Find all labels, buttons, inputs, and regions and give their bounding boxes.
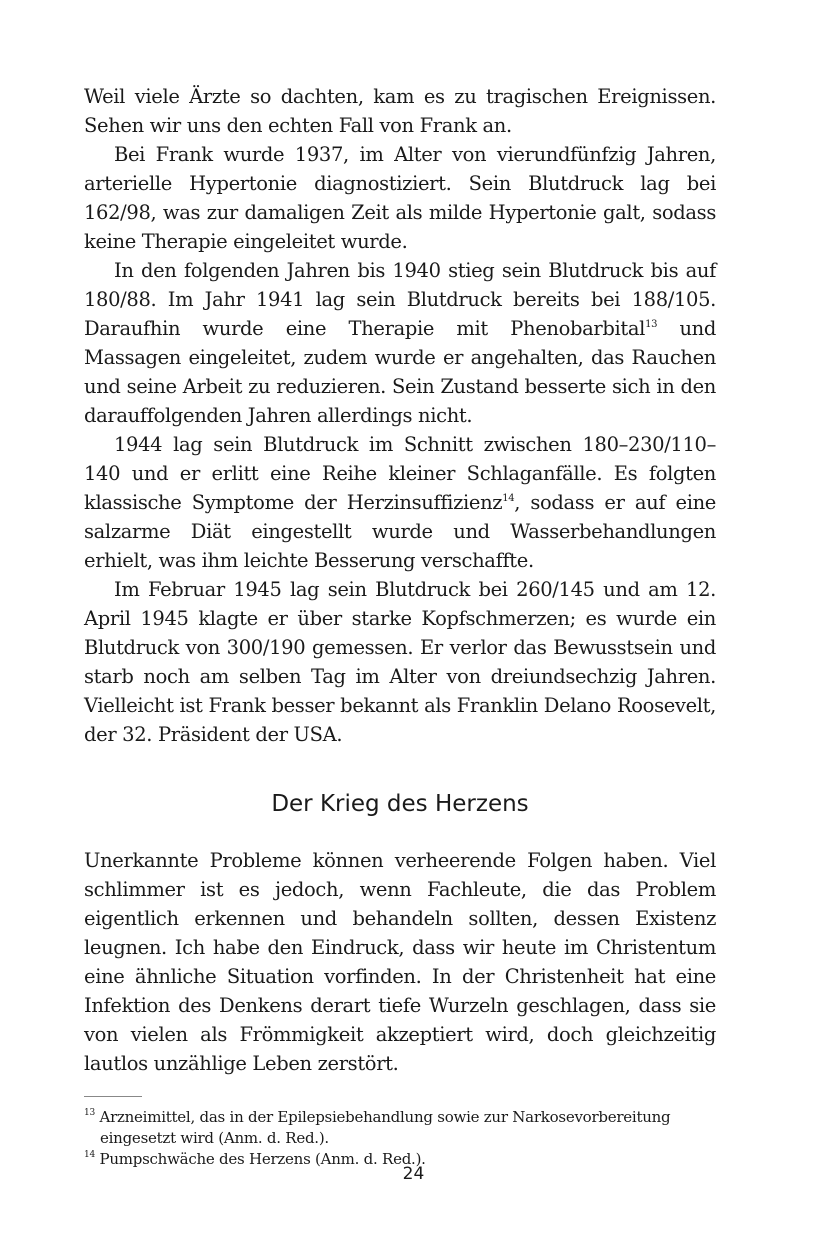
footnote-ref-13[interactable]: 13 [645, 318, 658, 330]
section-heading: Der Krieg des Herzens [271, 791, 529, 817]
footnote-text: Pumpschwäche des Herzens (Anm. d. Red.). [99, 1150, 426, 1168]
footnote-divider [84, 1096, 142, 1097]
page-number: 24 [402, 1164, 425, 1184]
paragraph-therapy-text-1: In den folgenden Jahren bis 1940 stieg sein Blutdruck bis auf 180/88. Im Jahr 1941 lag sein Blutdruck bereits bei 188/105. Daraufhin wurde eine Therapie mit Phenobarbital [84, 259, 716, 340]
paragraph-intro: Weil viele Ärzte so dachten, kam es zu tragischen Ereignissen. Sehen wir uns den echten Fall von Frank an. [84, 85, 716, 137]
footnote-number: 13 [84, 1108, 95, 1118]
paragraph-1944 [84, 430, 716, 575]
footnote-ref-14[interactable]: 14 [502, 492, 515, 504]
paragraph-1945: Im Februar 1945 lag sein Blutdruck bei 260/145 und am 12. April 1945 klagte er über starke Kopfschmerzen; es wurde ein Blutdruck von 300/190 gemessen. Er verlor das Bewusstsein und starb noch am selben Tag im Alter von dreiundsechzig Jahren. Vielleicht ist Frank besser bekannt als Franklin Delano Roosevelt, der 32. Präsident der USA. [84, 578, 716, 746]
paragraph-section-intro: Unerkannte Probleme können verheerende Folgen haben. Viel schlimmer ist es jedoch, wenn Fachleute, die das Problem eigentlich erkennen und behandeln sollten, dessen Existenz leugnen. Ich habe den Eindruck, dass wir heute im Christentum eine ähnliche Situation vorfinden. In der Christenheit hat eine Infektion des Denkens derart tiefe Wurzeln geschlagen, dass sie von vielen als Frömmigkeit akzeptiert wird, doch gleichzeitig lautlos unzählige Leben zerstört. [84, 849, 716, 1075]
paragraph-1944-text-1: 1944 lag sein Blutdruck im Schnitt zwischen 180–230/110–140 und er erlitt eine Reihe kleiner Schlaganfälle. Es folgten klassische Symptome der Herzinsuffizienz [84, 433, 716, 514]
page-body [84, 82, 716, 1170]
paragraph-therapy-text-2: und Massagen eingeleitet, zudem wurde er angehalten, das Rauchen und seine Arbeit zu reduzieren. Sein Zustand besserte sich in den darauffolgenden Jahren allerdings nicht. [84, 317, 717, 427]
footnote-number: 14 [84, 1150, 95, 1160]
paragraph-1944-text-2: , sodass er auf eine salzarme Diät eingestellt wurde und Wasserbehandlungen erhielt, was ihm leichte Besserung verschaffte. [84, 491, 716, 572]
paragraph-diagnosis: Bei Frank wurde 1937, im Alter von vierundfünfzig Jahren, arterielle Hypertonie diagnostiziert. Sein Blutdruck lag bei 162/98, was zur damaligen Zeit als milde Hypertonie galt, sodass keine Therapie eingeleitet wurde. [84, 143, 716, 253]
paragraph-therapy [84, 256, 716, 430]
footnotes [84, 1107, 716, 1170]
footnote-text: Arzneimittel, das in der Epilepsiebehandlung sowie zur Narkosevorbereitung eingesetzt wird (Anm. d. Red.). [99, 1108, 671, 1147]
footnote-13 [84, 1107, 716, 1149]
